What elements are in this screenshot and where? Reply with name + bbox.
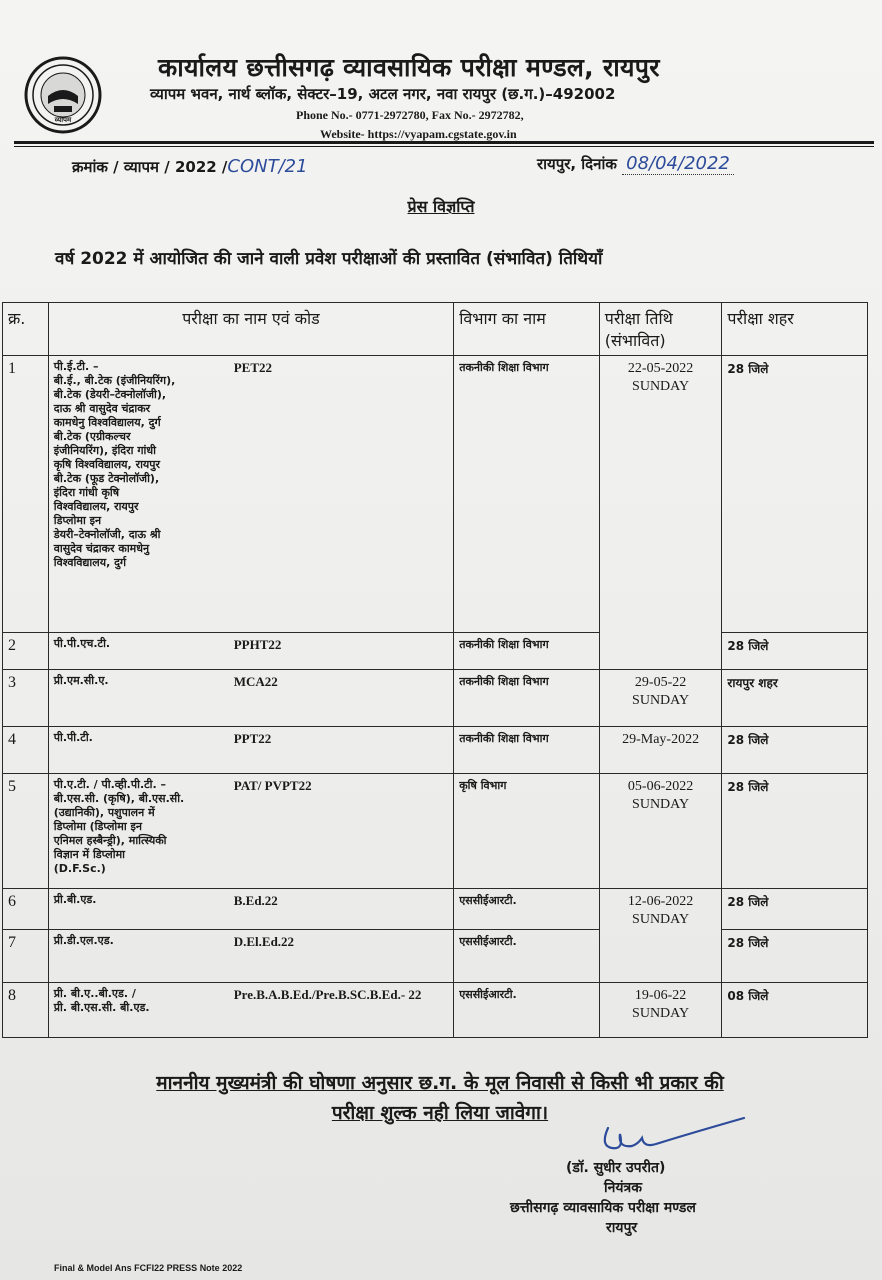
exam-name: प्री.बी.एड. <box>53 893 97 906</box>
row-city: 08 जिले <box>722 983 868 1038</box>
reference-prefix: क्रमांक / व्यापम / 2022 / <box>72 158 228 176</box>
org-name: कार्यालय छत्तीसगढ़ व्यावसायिक परीक्षा मण्डल, रायपुर <box>158 53 660 82</box>
row-city: 28 जिले <box>722 889 868 930</box>
org-phone: Phone No.- 0771-2972780, Fax No.- 2972782, <box>296 108 524 122</box>
header-name: परीक्षा का नाम एवं कोड <box>48 303 453 356</box>
header-dept: विभाग का नाम <box>454 303 600 356</box>
exam-name: पी.पी.टी. <box>53 731 93 744</box>
row-city: रायपुर शहर <box>722 670 868 727</box>
table-row <box>3 983 868 1038</box>
row-name <box>48 356 453 633</box>
exam-code: PAT/ PVPT22 <box>233 778 312 793</box>
reference-handwritten: CONT/21 <box>227 156 308 177</box>
exam-code: PPHT22 <box>233 637 282 652</box>
table-row <box>3 930 868 983</box>
row-dept: एससीईआरटी. <box>454 983 600 1038</box>
exam-name: पी.पी.एच.टी. <box>53 637 111 650</box>
row-date: 29-05-22 SUNDAY <box>599 670 722 727</box>
header-rule-thin <box>14 146 874 147</box>
date-handwritten: 08/04/2022 <box>622 153 734 175</box>
row-dept: तकनीकी शिक्षा विभाग <box>454 727 600 774</box>
exam-code: D.El.Ed.22 <box>233 934 295 949</box>
row-date: 12-06-2022 SUNDAY <box>599 889 722 983</box>
press-release-title: प्रेस विज्ञप्ति <box>407 197 475 216</box>
row-sn: 3 <box>3 670 49 727</box>
signatory-name: (डॉ. सुधीर उपरीत) <box>566 1160 666 1176</box>
row-city: 28 जिले <box>722 356 868 633</box>
date-prefix: रायपुर, दिनांक <box>537 155 617 173</box>
row-name <box>48 983 453 1038</box>
row-name <box>48 774 453 889</box>
table-row <box>3 670 868 727</box>
row-date: 05-06-2022 SUNDAY <box>599 774 722 889</box>
subject-line: वर्ष 2022 में आयोजित की जाने वाली प्रवेश परीक्षाओं की प्रस्तावित (संभावित) तिथियाँ <box>55 249 603 269</box>
row-name <box>48 670 453 727</box>
exam-code: MCA22 <box>233 674 278 689</box>
row-date: 22-05-2022 SUNDAY <box>599 356 722 670</box>
header-rule <box>14 141 874 144</box>
row-city: 28 जिले <box>722 930 868 983</box>
exam-name: प्री.एम.सी.ए. <box>53 674 109 687</box>
exam-name: प्री.डी.एल.एड. <box>53 934 114 947</box>
exam-name: पी.ए.टी. / पी.व्ही.पी.टी. – बी.एस.सी. (कृषि), बी.एस.सी. (उद्यानिकी), पशुपालन में डिप्लोमा (डिप्लोमा इन एनिमल हस्बैन्ड्री), मात्स्यिकी विज्ञान में डिप्लोमा (D.F.Sc.) <box>53 778 185 875</box>
header-sn: क्र. <box>3 303 49 356</box>
signatory-title: नियंत्रक <box>604 1180 642 1196</box>
table-row <box>3 774 868 889</box>
logo-text: व्यापम <box>54 116 72 124</box>
table-row <box>3 727 868 774</box>
table-header-row <box>3 303 868 356</box>
row-sn: 1 <box>3 356 49 633</box>
exam-name: पी.ई.टी. – बी.ई., बी.टेक (इंजीनियरिंग), बी.टेक (डेयरी–टेक्नोलॉजी), दाऊ श्री वासुदेव चंद्राकर कामधेनु विश्वविद्यालय, दुर्ग बी.टेक (एग्रीकल्चर इंजीनियरिंग), इंदिरा गांधी कृषि विश्वविद्यालय, रायपुर बी.टेक (फूड टेक्नोलॉजी), इंदिरा गांधी कृषि विश्वविद्यालय, रायपुर डिप्लोमा इन डेयरी–टेक्नोलॉजी, दाऊ श्री वासुदेव चंद्राकर कामधेनु विश्वविद्यालय, दुर्ग <box>53 360 176 569</box>
header-date: परीक्षा तिथि (संभावित) <box>599 303 722 356</box>
row-sn: 2 <box>3 633 49 670</box>
row-date: 29-May-2022 <box>599 727 722 774</box>
table-row <box>3 633 868 670</box>
exam-code: PPT22 <box>233 731 272 746</box>
row-sn: 4 <box>3 727 49 774</box>
row-dept: एससीईआरटी. <box>454 930 600 983</box>
vyapam-logo <box>24 56 102 134</box>
row-name <box>48 633 453 670</box>
row-city: 28 जिले <box>722 633 868 670</box>
issue-date <box>537 153 734 174</box>
row-city: 28 जिले <box>722 727 868 774</box>
row-name <box>48 930 453 983</box>
row-dept: तकनीकी शिक्षा विभाग <box>454 633 600 670</box>
exam-code: PET22 <box>233 360 273 375</box>
table-row <box>3 889 868 930</box>
header-city: परीक्षा शहर <box>722 303 868 356</box>
reference-number <box>72 156 308 177</box>
row-dept: कृषि विभाग <box>454 774 600 889</box>
row-city: 28 जिले <box>722 774 868 889</box>
row-dept: तकनीकी शिक्षा विभाग <box>454 670 600 727</box>
org-address: व्यापम भवन, नार्थ ब्लॉक, सेक्टर–19, अटल नगर, नवा रायपुर (छ.ग.)–492002 <box>150 85 616 103</box>
signature-mark <box>598 1108 748 1158</box>
row-sn: 6 <box>3 889 49 930</box>
signatory-org: छत्तीसगढ़ व्यावसायिक परीक्षा मण्डल <box>510 1200 696 1216</box>
table-row <box>3 356 868 633</box>
exam-schedule-table <box>2 302 868 1038</box>
exam-code: Pre.B.A.B.Ed./Pre.B.SC.B.Ed.- 22 <box>233 987 422 1002</box>
org-website: Website- https://vyapam.cgstate.gov.in <box>320 127 517 141</box>
fee-exemption-notice: माननीय मुख्यमंत्री की घोषणा अनुसार छ.ग. के मूल निवासी से किसी भी प्रकार की परीक्षा शुल्क नही लिया जावेगा। <box>156 1072 724 1124</box>
row-dept: एससीईआरटी. <box>454 889 600 930</box>
row-sn: 7 <box>3 930 49 983</box>
row-date: 19-06-22 SUNDAY <box>599 983 722 1038</box>
row-name <box>48 889 453 930</box>
row-name <box>48 727 453 774</box>
footer-note: Final & Model Ans FCFI22 PRESS Note 2022 <box>54 1263 243 1273</box>
row-sn: 8 <box>3 983 49 1038</box>
row-dept: तकनीकी शिक्षा विभाग <box>454 356 600 633</box>
exam-code: B.Ed.22 <box>233 893 278 908</box>
row-sn: 5 <box>3 774 49 889</box>
signatory-city: रायपुर <box>606 1220 638 1236</box>
exam-name: प्री. बी.ए..बी.एड. / प्री. बी.एस.सी. बी.एड. <box>53 987 150 1014</box>
